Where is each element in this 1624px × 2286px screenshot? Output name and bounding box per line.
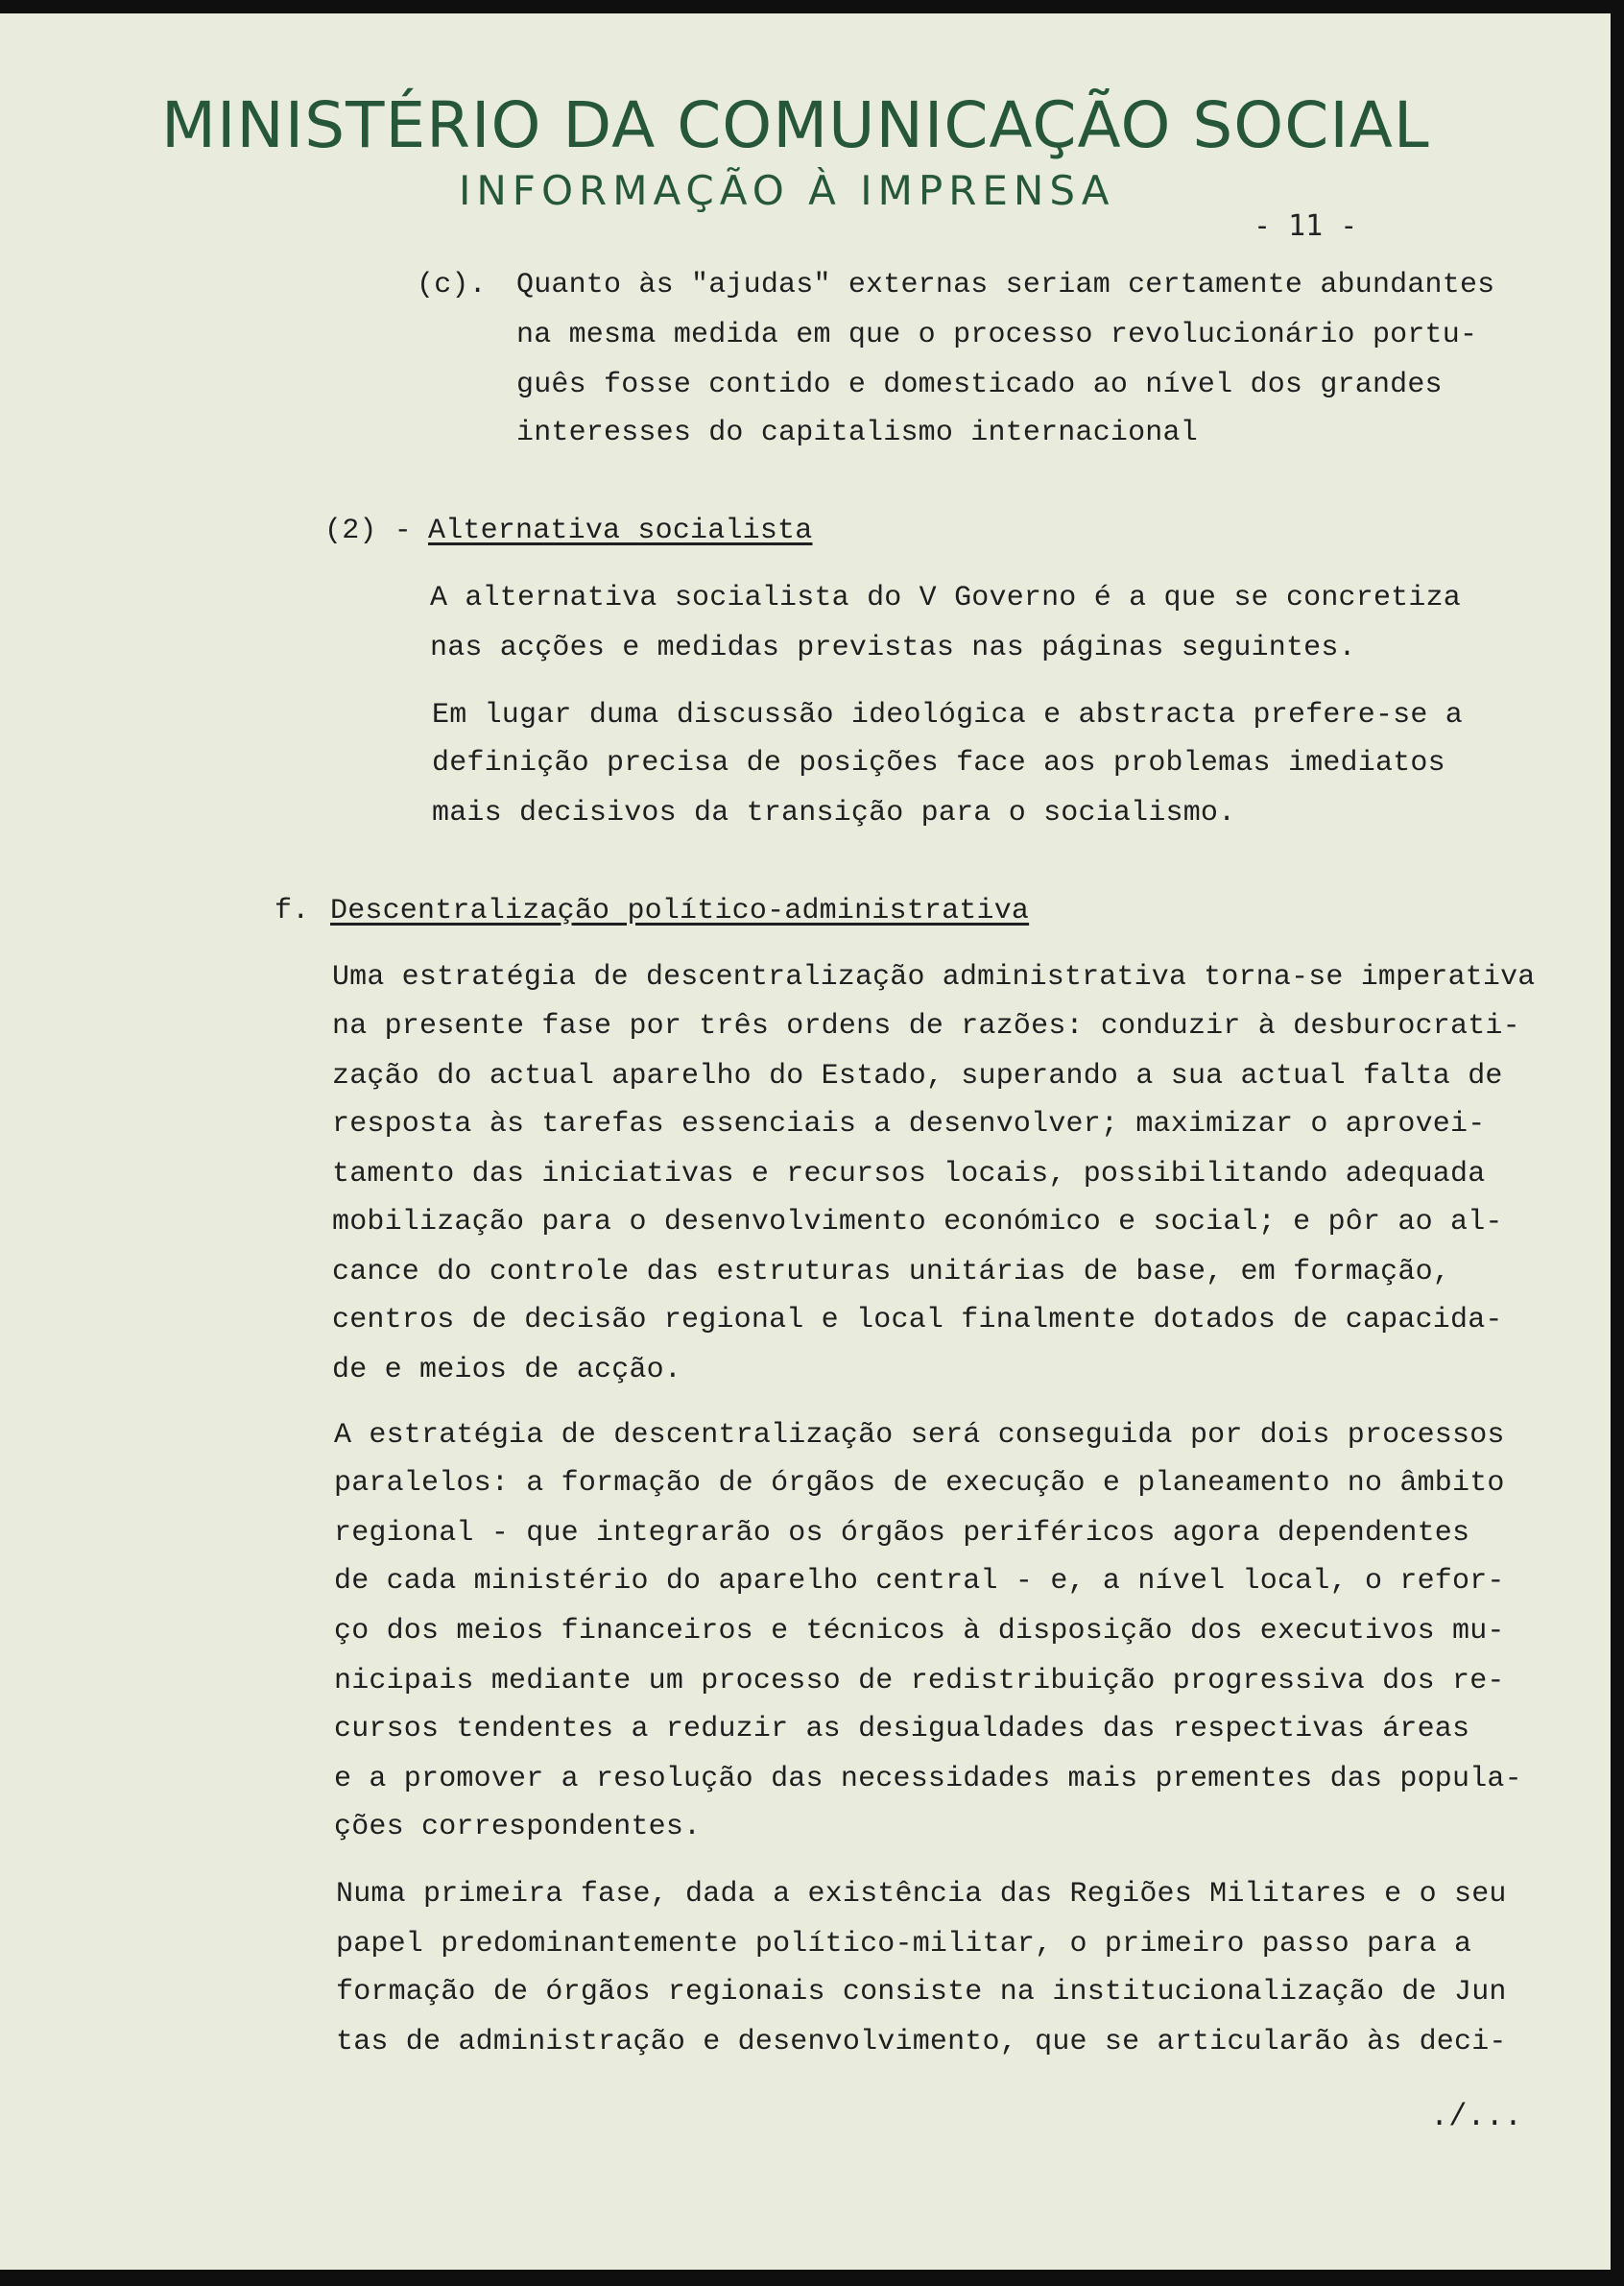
section-f-paragraph-line: e a promover a resolução das necessidades mais prementes das popula-: [334, 1763, 1522, 1795]
item-2-heading: Alternativa socialista: [428, 515, 813, 547]
section-f-paragraph-line: Numa primeira fase, dada a existência das Regiões Militares e o seu: [336, 1878, 1507, 1911]
item-2-paragraph-line: definição precisa de posições face aos problemas imediatos: [432, 747, 1445, 780]
section-f-paragraph-line: Uma estratégia de descentralização administrativa torna-se imperativa: [332, 960, 1536, 993]
section-f-paragraph-line: resposta às tarefas essenciais a desenvolver; maximizar o aprovei-: [332, 1108, 1486, 1141]
item-c-marker: (c).: [417, 269, 487, 301]
section-f-paragraph-line: mobilização para o desenvolvimento económico e social; e pôr ao al-: [332, 1206, 1503, 1239]
section-f-paragraph-line: zação do actual aparelho do Estado, superando a sua actual falta de: [332, 1060, 1503, 1093]
section-f-paragraph-line: regional - que integrarão os órgãos periféricos agora dependentes: [334, 1517, 1470, 1550]
continuation-mark: ./...: [1430, 2099, 1523, 2134]
page-number: - 11 -: [1254, 209, 1358, 243]
section-f-paragraph-line: cance do controle das estruturas unitárias de base, em formação,: [332, 1256, 1450, 1288]
ministry-header: MINISTÉRIO DA COMUNICAÇÃO SOCIAL: [161, 88, 1430, 162]
department-subheader: INFORMAÇÃO À IMPRENSA: [459, 167, 1115, 214]
section-f-heading: Descentralização político-administrativa: [330, 895, 1030, 927]
section-f-paragraph-line: A estratégia de descentralização será conseguida por dois processos: [334, 1419, 1505, 1452]
section-f-paragraph-line: de cada ministério do aparelho central - e, a nível local, o refor-: [334, 1565, 1505, 1598]
section-f-paragraph-line: papel predominantemente político-militar, o primeiro passo para a: [336, 1928, 1472, 1961]
item-c-line: guês fosse contido e domesticado ao nível dos grandes: [516, 369, 1443, 401]
item-2-paragraph-line: nas acções e medidas previstas nas páginas seguintes.: [430, 632, 1356, 664]
section-f-paragraph-line: centros de decisão regional e local finalmente dotados de capacida-: [332, 1304, 1503, 1336]
item-2-paragraph-line: mais decisivos da transição para o socialismo.: [432, 797, 1236, 830]
document-page: [0, 13, 1611, 2270]
section-f-paragraph-line: na presente fase por três ordens de razões: conduzir à desburocrati-: [332, 1010, 1520, 1043]
section-f-paragraph-line: formação de órgãos regionais consiste na institucionalização de Jun: [336, 1976, 1507, 2009]
section-f-marker: f.: [275, 895, 310, 927]
section-f-paragraph-line: nicipais mediante um processo de redistribuição progressiva dos re-: [334, 1665, 1505, 1697]
item-2-paragraph-line: Em lugar duma discussão ideológica e abstracta prefere-se a: [432, 699, 1463, 732]
item-c-line: interesses do capitalismo internacional: [516, 417, 1198, 449]
item-2-paragraph-line: A alternativa socialista do V Governo é a que se concretiza: [430, 582, 1461, 614]
section-f-paragraph-line: cursos tendentes a reduzir as desigualdades das respectivas áreas: [334, 1713, 1470, 1745]
section-f-paragraph-line: ções correspondentes.: [334, 1811, 702, 1843]
item-2-marker: (2) -: [324, 515, 413, 547]
section-f-paragraph-line: paralelos: a formação de órgãos de execução e planeamento no âmbito: [334, 1467, 1505, 1500]
section-f-paragraph-line: ço dos meios financeiros e técnicos à disposição dos executivos mu-: [334, 1615, 1505, 1648]
section-f-paragraph-line: tamento das iniciativas e recursos locais, possibilitando adequada: [332, 1158, 1486, 1191]
item-c-line: na mesma medida em que o processo revolucionário portu-: [516, 319, 1478, 351]
section-f-paragraph-line: tas de administração e desenvolvimento, que se articularão às deci-: [336, 2026, 1507, 2058]
section-f-paragraph-line: de e meios de acção.: [332, 1354, 682, 1386]
item-c-line: Quanto às "ajudas" externas seriam certamente abundantes: [516, 269, 1495, 301]
